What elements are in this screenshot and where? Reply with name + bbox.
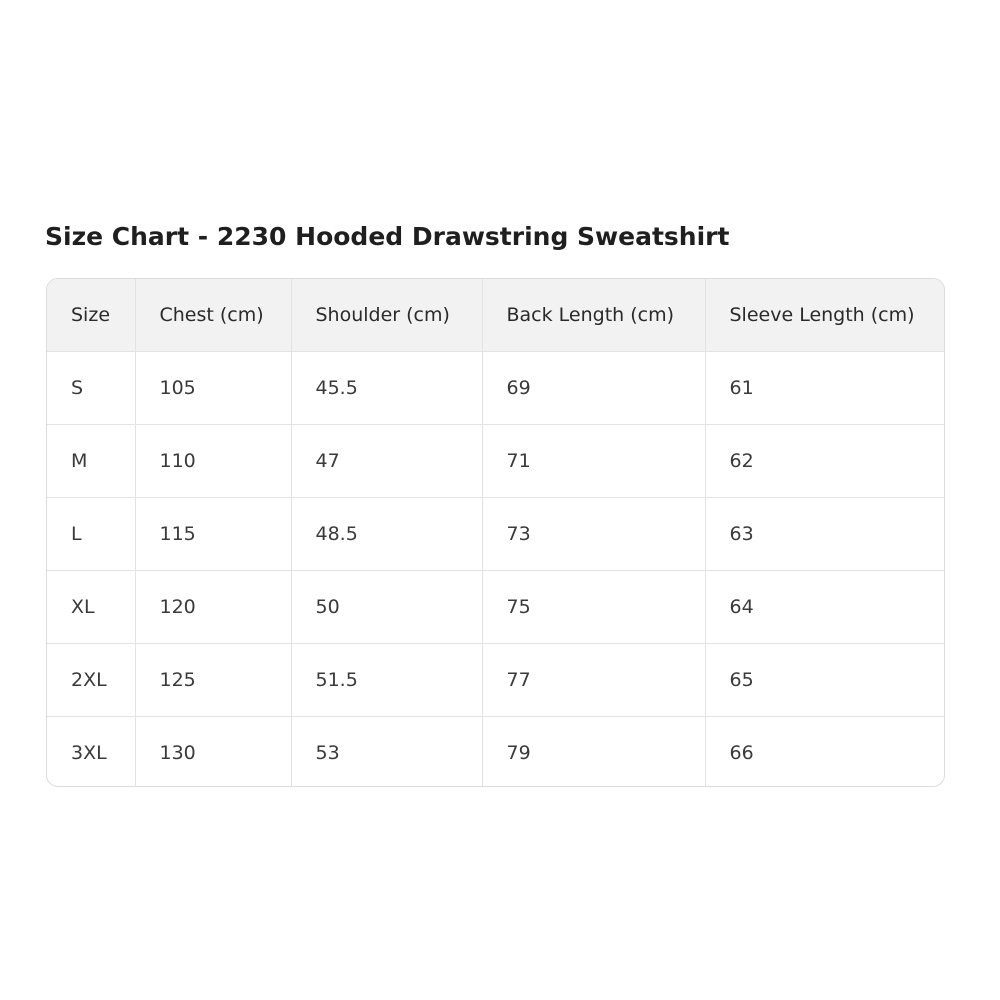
cell-size: S <box>47 352 135 425</box>
header-chest: Chest (cm) <box>135 279 291 352</box>
cell-chest: 105 <box>135 352 291 425</box>
size-table-container <box>46 278 945 787</box>
table-row <box>47 644 944 717</box>
cell-sleeve-length: 66 <box>729 742 754 764</box>
size-table <box>47 279 944 787</box>
cell-back-length: 77 <box>482 644 705 717</box>
cell-shoulder: 45.5 <box>291 352 482 425</box>
cell-sleeve-length: 65 <box>705 644 944 717</box>
table-row <box>47 571 944 644</box>
table-row <box>47 425 944 498</box>
cell-back-length: 79 <box>482 717 705 788</box>
cell-back-length: 73 <box>482 498 705 571</box>
table-row <box>47 498 944 571</box>
cell-shoulder: 53 <box>291 717 482 788</box>
cell-size: 3XL <box>47 717 135 788</box>
table-row <box>47 717 944 788</box>
header-sleeve-length: Sleeve Length (cm) <box>705 279 944 352</box>
cell-shoulder: 47 <box>291 425 482 498</box>
cell-chest: 125 <box>135 644 291 717</box>
cell-back-length: 69 <box>482 352 705 425</box>
cell-sleeve-length: 62 <box>705 425 944 498</box>
cell-back-length: 75 <box>482 571 705 644</box>
cell-sleeve-length: 63 <box>705 498 944 571</box>
header-shoulder: Shoulder (cm) <box>291 279 482 352</box>
cell-back-length: 71 <box>482 425 705 498</box>
page-title: Size Chart - 2230 Hooded Drawstring Sweatshirt <box>45 222 730 251</box>
cell-chest: 110 <box>135 425 291 498</box>
cell-size: XL <box>47 571 135 644</box>
cell-size: L <box>47 498 135 571</box>
cell-chest: 115 <box>135 498 291 571</box>
table-row <box>47 352 944 425</box>
cell-chest: 120 <box>135 571 291 644</box>
header-size: Size <box>47 279 135 352</box>
cell-sleeve-length: 61 <box>705 352 944 425</box>
cell-chest: 130 <box>135 717 291 788</box>
table-header-row <box>47 279 944 352</box>
cell-size: 2XL <box>47 644 135 717</box>
cell-shoulder: 50 <box>291 571 482 644</box>
cell-shoulder: 51.5 <box>291 644 482 717</box>
cell-sleeve-length: 64 <box>705 571 944 644</box>
header-back-length: Back Length (cm) <box>482 279 705 352</box>
cell-size: M <box>47 425 135 498</box>
cell-shoulder: 48.5 <box>291 498 482 571</box>
